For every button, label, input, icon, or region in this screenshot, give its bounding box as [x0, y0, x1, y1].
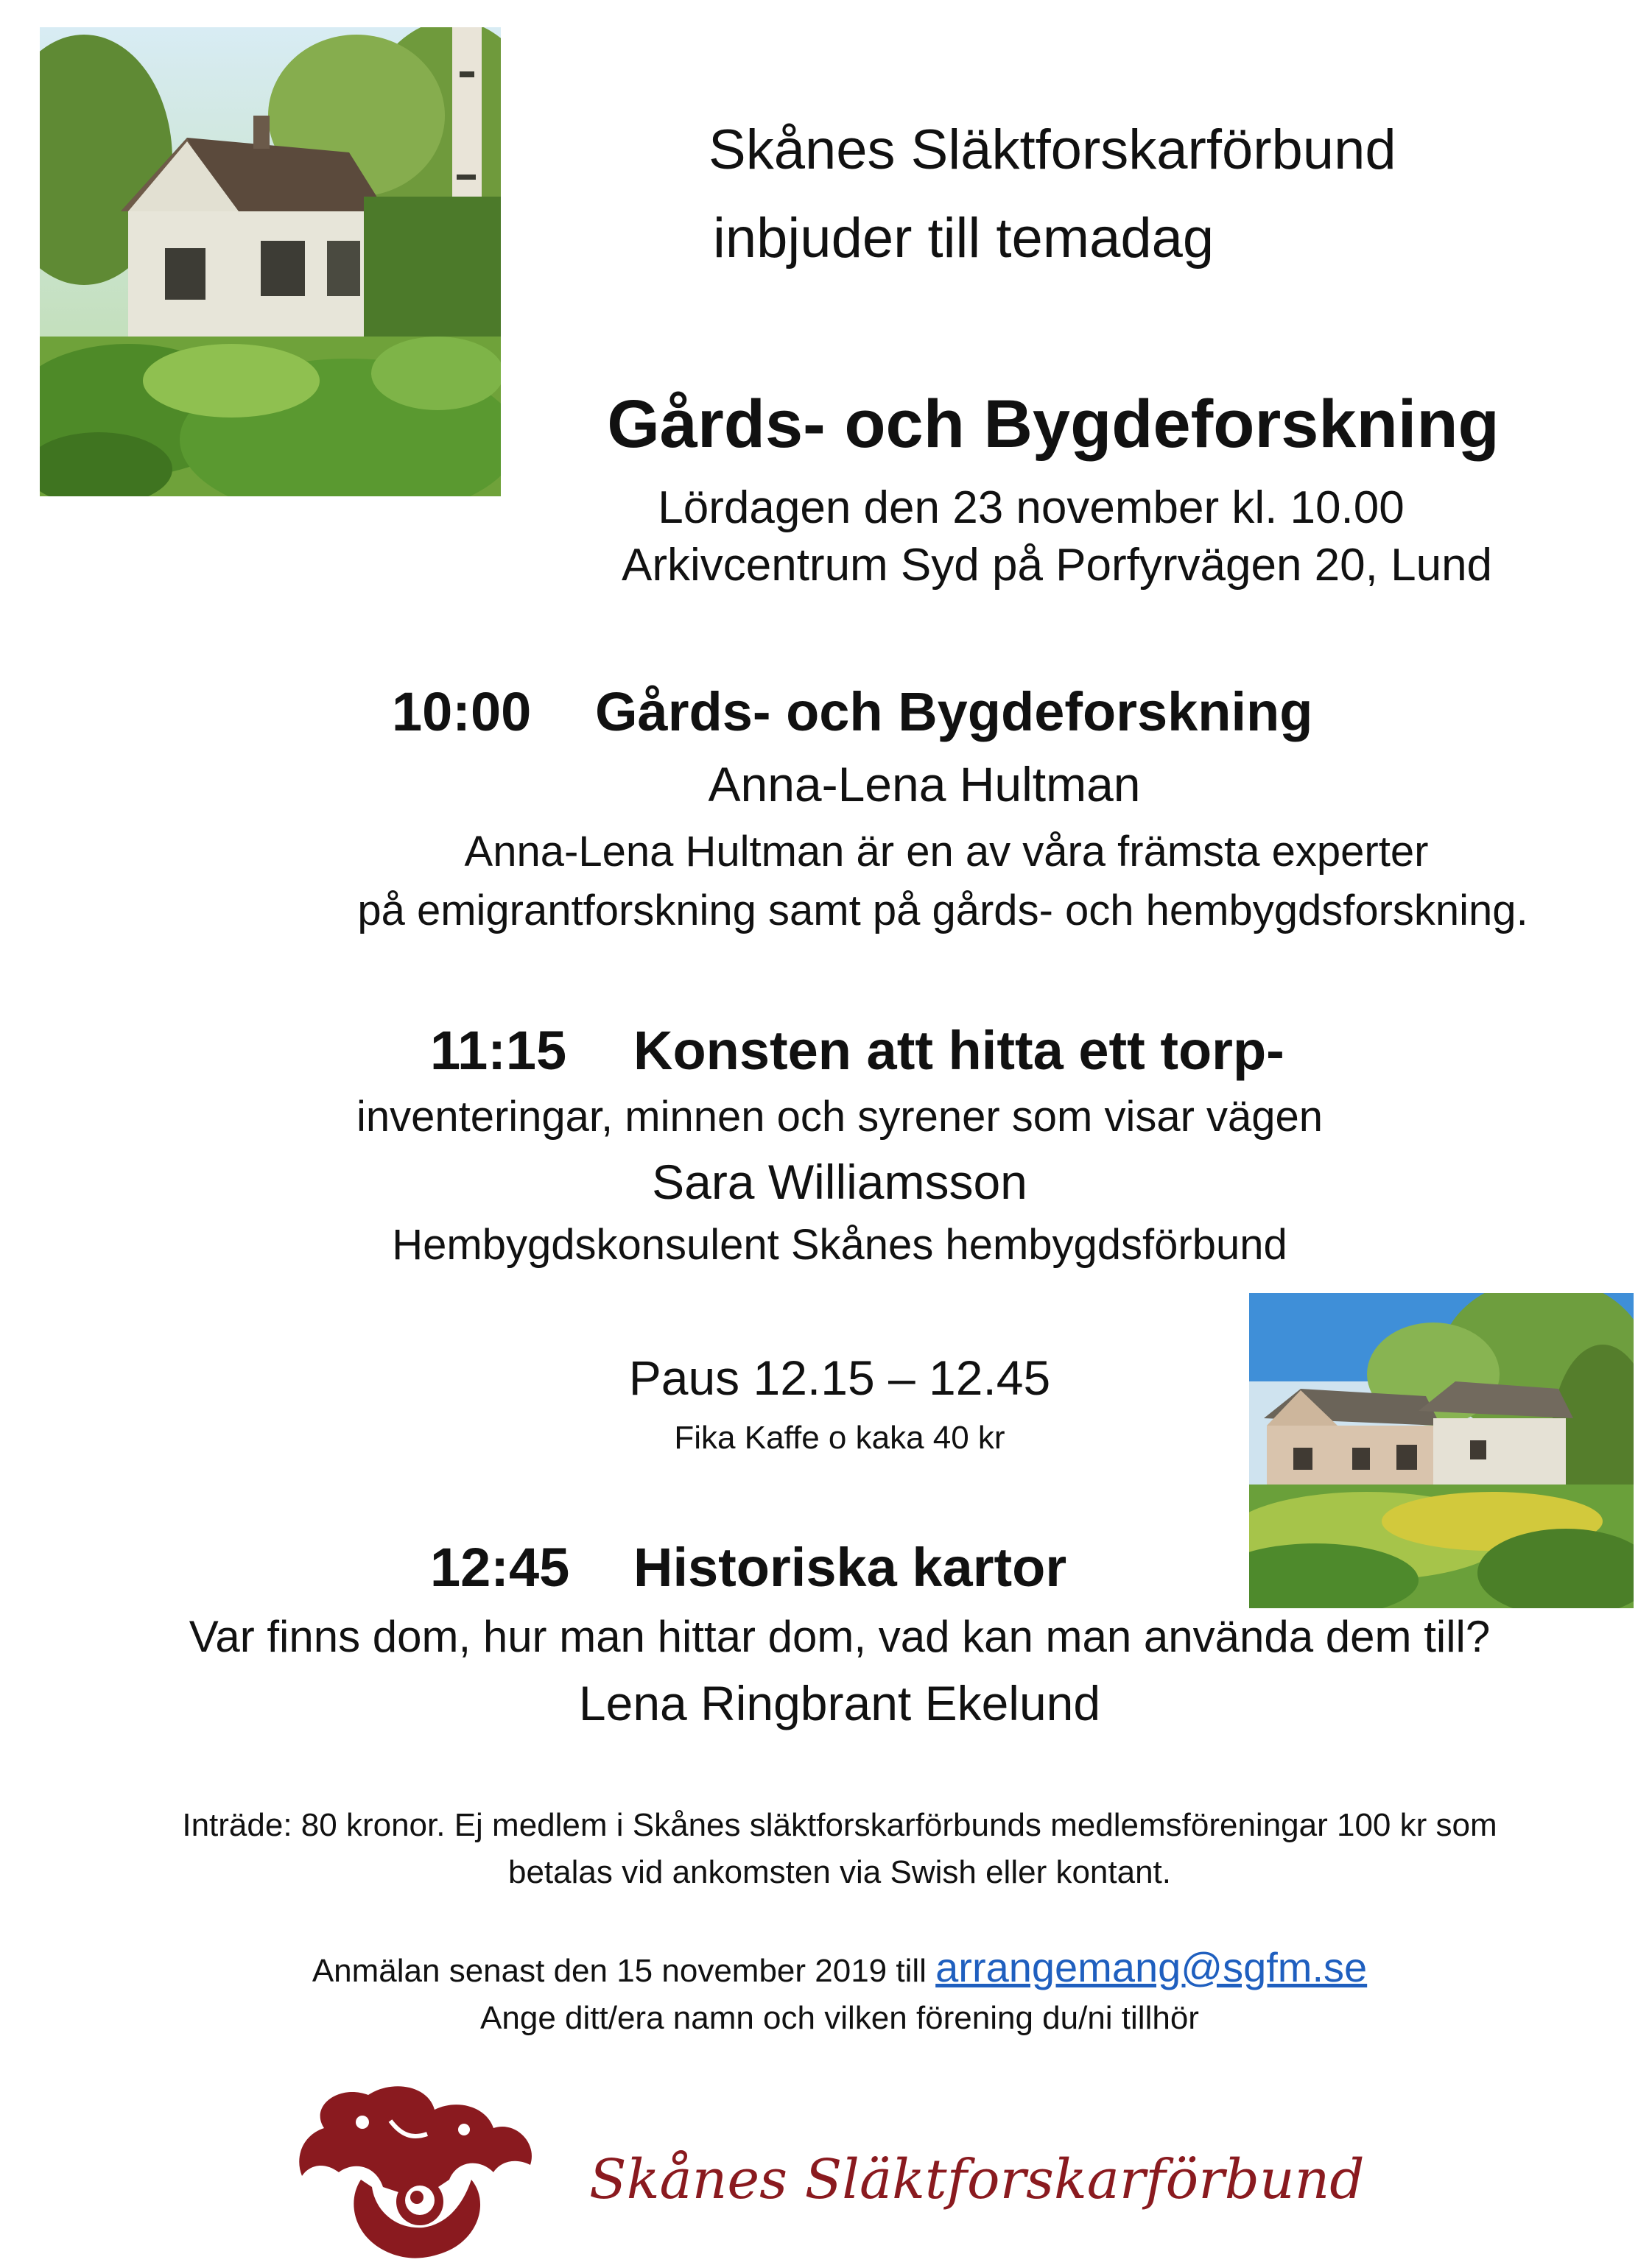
session-3-speaker: Lena Ringbrant Ekelund: [578, 1676, 1101, 1730]
session-3-title: Historiska kartor: [633, 1537, 1067, 1598]
signup-line: [0, 1944, 1652, 1991]
farm-photo: [1249, 1293, 1634, 1608]
event-title: Gårds- och Bygdeforskning: [607, 387, 1500, 462]
session-2-speaker: Sara Williamsson: [652, 1155, 1027, 1209]
house-photo-top: [40, 27, 501, 496]
session-1-time: 10:00: [392, 681, 532, 742]
session-2-subtitle: inventeringar, minnen och syrener som visar vägen: [356, 1093, 1324, 1141]
entry-fee-line-2: betalas vid ankomsten via Swish eller kontant.: [507, 1854, 1172, 1890]
session-2-role: Hembygdskonsulent Skånes hembygdsförbund: [392, 1221, 1287, 1269]
pause-fika: Fika Kaffe o kaka 40 kr: [674, 1420, 1005, 1456]
session-3-subtitle: Var finns dom, hur man hittar dom, vad kan man använda dem till?: [189, 1612, 1491, 1661]
signup-note: Ange ditt/era namn och vilken förening du/ni tillhör: [480, 2000, 1199, 2036]
session-1-desc-1: Anna-Lena Hultman är en av våra främsta experter: [464, 828, 1429, 876]
org-line: Skånes Släktforskarförbund: [709, 119, 1396, 181]
signup-prefix: Anmälan senast den 15 november 2019 till: [312, 1953, 927, 1989]
session-2-time: 11:15: [430, 1020, 567, 1081]
logo-emblem: [280, 2077, 552, 2261]
session-1-desc-2: på emigrantforskning samt på gårds- och hembygdsforskning.: [357, 887, 1528, 934]
session-2-title: Konsten att hitta ett torp-: [633, 1020, 1284, 1081]
session-3-time: 12:45: [430, 1537, 570, 1598]
event-date: Lördagen den 23 november kl. 10.00: [658, 482, 1405, 533]
event-venue: Arkivcentrum Syd på Porfyrvägen 20, Lund: [621, 540, 1493, 591]
signup-email-link[interactable]: arrangemang@sgfm.se: [935, 1944, 1368, 1990]
invite-line: inbjuder till temadag: [713, 207, 1215, 270]
logo-text: Skånes Släktforskarförbund: [589, 2148, 1365, 2211]
entry-fee-line-1: Inträde: 80 kronor. Ej medlem i Skånes släktforskarförbunds medlemsföreningar 100 kr som: [182, 1807, 1497, 1843]
session-1-speaker: Anna-Lena Hultman: [708, 757, 1141, 811]
pause-label: Paus 12.15 – 12.45: [628, 1350, 1051, 1405]
session-1-title: Gårds- och Bygdeforskning: [595, 681, 1313, 742]
